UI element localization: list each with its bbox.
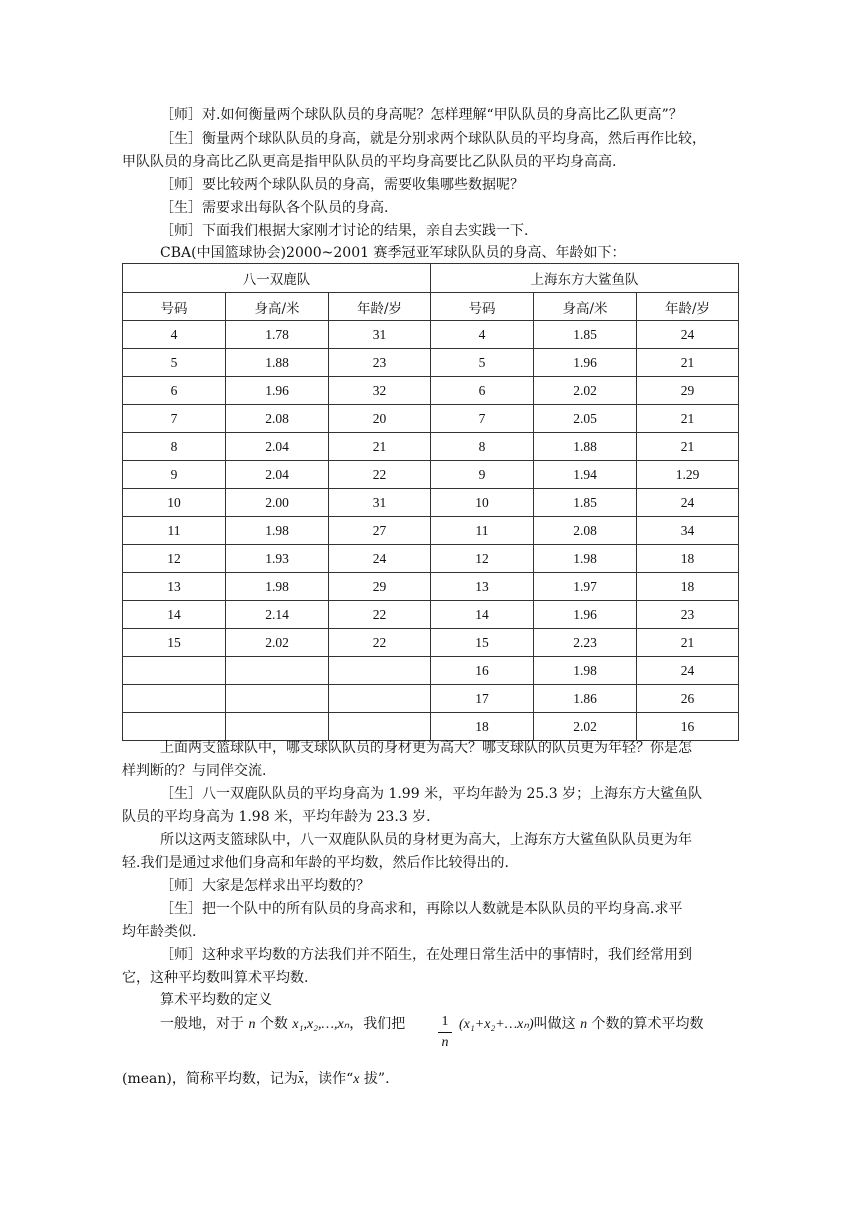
- table-cell: 2.04: [226, 433, 329, 461]
- table-cell: 18: [637, 545, 739, 573]
- table-cell: 2.02: [534, 713, 637, 741]
- table-cell: 1.96: [534, 601, 637, 629]
- table-cell: 16: [431, 657, 534, 685]
- variable-x: x: [353, 1072, 360, 1087]
- definition-text: ，读作“: [304, 1071, 354, 1087]
- table-cell: 1.98: [226, 517, 329, 545]
- table-cell: 15: [123, 629, 226, 657]
- team-name-shanghai: 上海东方大鲨鱼队: [431, 264, 739, 293]
- definition-text: 拔”.: [359, 1071, 390, 1087]
- table-cell: 10: [431, 489, 534, 517]
- team-name-bayi: 八一双鹿队: [123, 264, 431, 293]
- table-cell: 27: [329, 517, 431, 545]
- table-row: [123, 517, 739, 545]
- paragraph-teacher-arithmetic: ［师］这种求平均数的方法我们并不陌生，在处理日常生活中的事情时，我们经常用到: [160, 947, 692, 963]
- paragraph-teacher-question: ［师］对.如何衡量两个球队队员的身高呢？怎样理解“甲队队员的身高比乙队更高”？: [160, 107, 683, 123]
- table-cell: [226, 657, 329, 685]
- table-cell: 21: [637, 405, 739, 433]
- table-cell: 1.86: [534, 685, 637, 713]
- definition-text: ，我们把: [349, 1016, 406, 1032]
- column-header: 号码: [123, 293, 226, 321]
- table-cell: 1.85: [534, 321, 637, 349]
- definition-title: 算术平均数的定义: [160, 992, 272, 1008]
- column-header: 号码: [431, 293, 534, 321]
- team-header-row: [123, 264, 739, 293]
- table-cell: 20: [329, 405, 431, 433]
- table-cell: 2.04: [226, 461, 329, 489]
- table-cell: 1.98: [534, 657, 637, 685]
- table-row: [123, 545, 739, 573]
- definition-line-2: [122, 1069, 390, 1090]
- table-cell: 1.29: [637, 461, 739, 489]
- variable-n: n: [580, 1017, 588, 1032]
- definition-text: (mean)，简称平均数，记为: [122, 1071, 298, 1087]
- paragraph-teacher-data: ［师］要比较两个球队队员的身高，需要收集哪些数据呢？: [160, 177, 524, 193]
- table-cell: 13: [123, 573, 226, 601]
- paragraph-student-height: ［生］需要求出每队各个队员的身高.: [160, 200, 389, 216]
- table-row: [123, 405, 739, 433]
- table-cell: 5: [431, 349, 534, 377]
- table-cell: 1.78: [226, 321, 329, 349]
- table-cell: 2.23: [534, 629, 637, 657]
- definition-line-sum: [459, 1014, 704, 1035]
- table-cell: 1.97: [534, 573, 637, 601]
- definition-text: 一般地，对于: [160, 1016, 249, 1032]
- table-row: [123, 573, 739, 601]
- x-bar-symbol: x: [298, 1070, 304, 1090]
- table-cell: [329, 685, 431, 713]
- table-row: [123, 657, 739, 685]
- paragraph-teacher-arithmetic-cont: 它，这种平均数叫算术平均数.: [122, 970, 309, 986]
- table-row: [123, 377, 739, 405]
- table-cell: 24: [637, 657, 739, 685]
- paragraph-teacher-how: ［师］大家是怎样求出平均数的？: [160, 878, 370, 894]
- cba-team-table: [122, 263, 739, 741]
- table-cell: [226, 685, 329, 713]
- column-header: 身高/米: [534, 293, 637, 321]
- table-cell: 7: [123, 405, 226, 433]
- table-cell: 1.98: [534, 545, 637, 573]
- table-cell: [123, 713, 226, 741]
- table-cell: 21: [637, 433, 739, 461]
- table-cell: 5: [123, 349, 226, 377]
- table-cell: 2.08: [534, 517, 637, 545]
- table-cell: 29: [637, 377, 739, 405]
- table-cell: 23: [637, 601, 739, 629]
- table-cell: 1.96: [534, 349, 637, 377]
- paragraph-conclusion-cont: 轻.我们是通过求他们身高和年龄的平均数，然后作比较得出的.: [122, 855, 509, 871]
- table-cell: 24: [637, 489, 739, 517]
- definition-text: 叫做这: [533, 1016, 581, 1032]
- fraction-bar: [438, 1032, 452, 1033]
- table-cell: 2.14: [226, 601, 329, 629]
- table-cell: 14: [431, 601, 534, 629]
- table-cell: 21: [637, 349, 739, 377]
- table-row: [123, 433, 739, 461]
- table-cell: 32: [329, 377, 431, 405]
- table-cell: 7: [431, 405, 534, 433]
- paragraph-student-method-cont: 均年龄类似.: [122, 924, 197, 940]
- table-cell: 2.08: [226, 405, 329, 433]
- table-row: [123, 629, 739, 657]
- table-cell: 1.93: [226, 545, 329, 573]
- table-row: [123, 489, 739, 517]
- table-cell: 15: [431, 629, 534, 657]
- column-header: 身高/米: [226, 293, 329, 321]
- table-row: [123, 349, 739, 377]
- paragraph-student-answer-cont: 甲队队员的身高比乙队更高是指甲队队员的平均身高要比乙队队员的平均身高高.: [122, 154, 617, 170]
- table-cell: 22: [329, 601, 431, 629]
- table-cell: 13: [431, 573, 534, 601]
- table-cell: 2.05: [534, 405, 637, 433]
- column-header: 年龄/岁: [637, 293, 739, 321]
- paragraph-conclusion: 所以这两支篮球队中，八一双鹿队队员的身材更为高大，上海东方大鲨鱼队队员更为年: [160, 832, 692, 848]
- table-cell: 18: [637, 573, 739, 601]
- table-cell: 26: [637, 685, 739, 713]
- table-cell: 12: [431, 545, 534, 573]
- table-cell: 1.94: [534, 461, 637, 489]
- table-cell: 1.98: [226, 573, 329, 601]
- fraction-denominator: n: [441, 1035, 449, 1050]
- table-cell: 9: [431, 461, 534, 489]
- table-cell: 31: [329, 321, 431, 349]
- table-row: [123, 601, 739, 629]
- table-cell: 14: [123, 601, 226, 629]
- table-cell: 24: [329, 545, 431, 573]
- paragraph-teacher-practice: ［师］下面我们根据大家刚才讨论的结果，亲自去实践一下.: [160, 223, 529, 239]
- paragraph-student-averages: ［生］八一双鹿队队员的平均身高为 1.99 米，平均年龄为 25.3 岁；上海东方大鲨鱼队: [160, 786, 703, 802]
- table-cell: 1.88: [534, 433, 637, 461]
- table-row: [123, 461, 739, 489]
- table-cell: 6: [123, 377, 226, 405]
- column-header: 年龄/岁: [329, 293, 431, 321]
- table-cell: 6: [431, 377, 534, 405]
- table-cell: 31: [329, 489, 431, 517]
- fraction-numerator: 1: [441, 1014, 449, 1029]
- table-cell: 4: [123, 321, 226, 349]
- table-cell: [123, 685, 226, 713]
- table-cell: 23: [329, 349, 431, 377]
- paragraph-student-answer: ［生］衡量两个球队队员的身高，就是分别求两个球队队员的平均身高，然后再作比较，: [160, 131, 706, 147]
- table-cell: 21: [329, 433, 431, 461]
- table-row: [123, 685, 739, 713]
- table-cell: 2.02: [226, 629, 329, 657]
- table-cell: [123, 657, 226, 685]
- table-cell: 2.00: [226, 489, 329, 517]
- table-row: [123, 713, 739, 741]
- sum-expression: (x₁+x₂+…xₙ): [459, 1017, 534, 1032]
- paragraph-student-method: ［生］把一个队中的所有队员的身高求和，再除以人数就是本队队员的平均身高.求平: [160, 901, 683, 917]
- table-cell: 17: [431, 685, 534, 713]
- table-cell: 9: [123, 461, 226, 489]
- table-body: [123, 321, 739, 741]
- table-cell: 18: [431, 713, 534, 741]
- paragraph-student-averages-cont: 队员的平均身高为 1.98 米，平均年龄为 23.3 岁.: [122, 809, 431, 825]
- table-cell: 24: [637, 321, 739, 349]
- table-cell: 2.02: [534, 377, 637, 405]
- variable-list: x₁,x₂,…,xₙ: [292, 1017, 350, 1032]
- table-cell: 22: [329, 461, 431, 489]
- definition-text: 个数的算术平均数: [587, 1016, 704, 1032]
- definition-text: 个数: [255, 1016, 293, 1032]
- table-cell: 1.88: [226, 349, 329, 377]
- table-cell: 10: [123, 489, 226, 517]
- column-header-row: [123, 293, 739, 321]
- table-cell: [329, 713, 431, 741]
- table-cell: 1.85: [534, 489, 637, 517]
- table-cell: 1.96: [226, 377, 329, 405]
- table-cell: [329, 657, 431, 685]
- table-cell: 16: [637, 713, 739, 741]
- table-cell: 22: [329, 629, 431, 657]
- table-row: [123, 321, 739, 349]
- table-cell: 34: [637, 517, 739, 545]
- paragraph-question-cont: 样判断的？与同伴交流.: [122, 763, 267, 779]
- table-cell: 12: [123, 545, 226, 573]
- table-cell: 11: [123, 517, 226, 545]
- table-cell: 8: [123, 433, 226, 461]
- table-caption: CBA(中国篮球协会)2000~2001 赛季冠亚军球队队员的身高、年龄如下：: [160, 245, 626, 261]
- definition-line: [160, 1014, 405, 1035]
- table-cell: [226, 713, 329, 741]
- paragraph-question: 上面两支篮球队中，哪支球队队员的身材更为高大？哪支球队的队员更为年轻？你是怎: [160, 740, 692, 756]
- table-cell: 21: [637, 629, 739, 657]
- table-cell: 29: [329, 573, 431, 601]
- table-cell: 4: [431, 321, 534, 349]
- fraction-one-over-n: [438, 1013, 452, 1052]
- variable-n: n: [248, 1017, 256, 1032]
- table-cell: 11: [431, 517, 534, 545]
- table-cell: 8: [431, 433, 534, 461]
